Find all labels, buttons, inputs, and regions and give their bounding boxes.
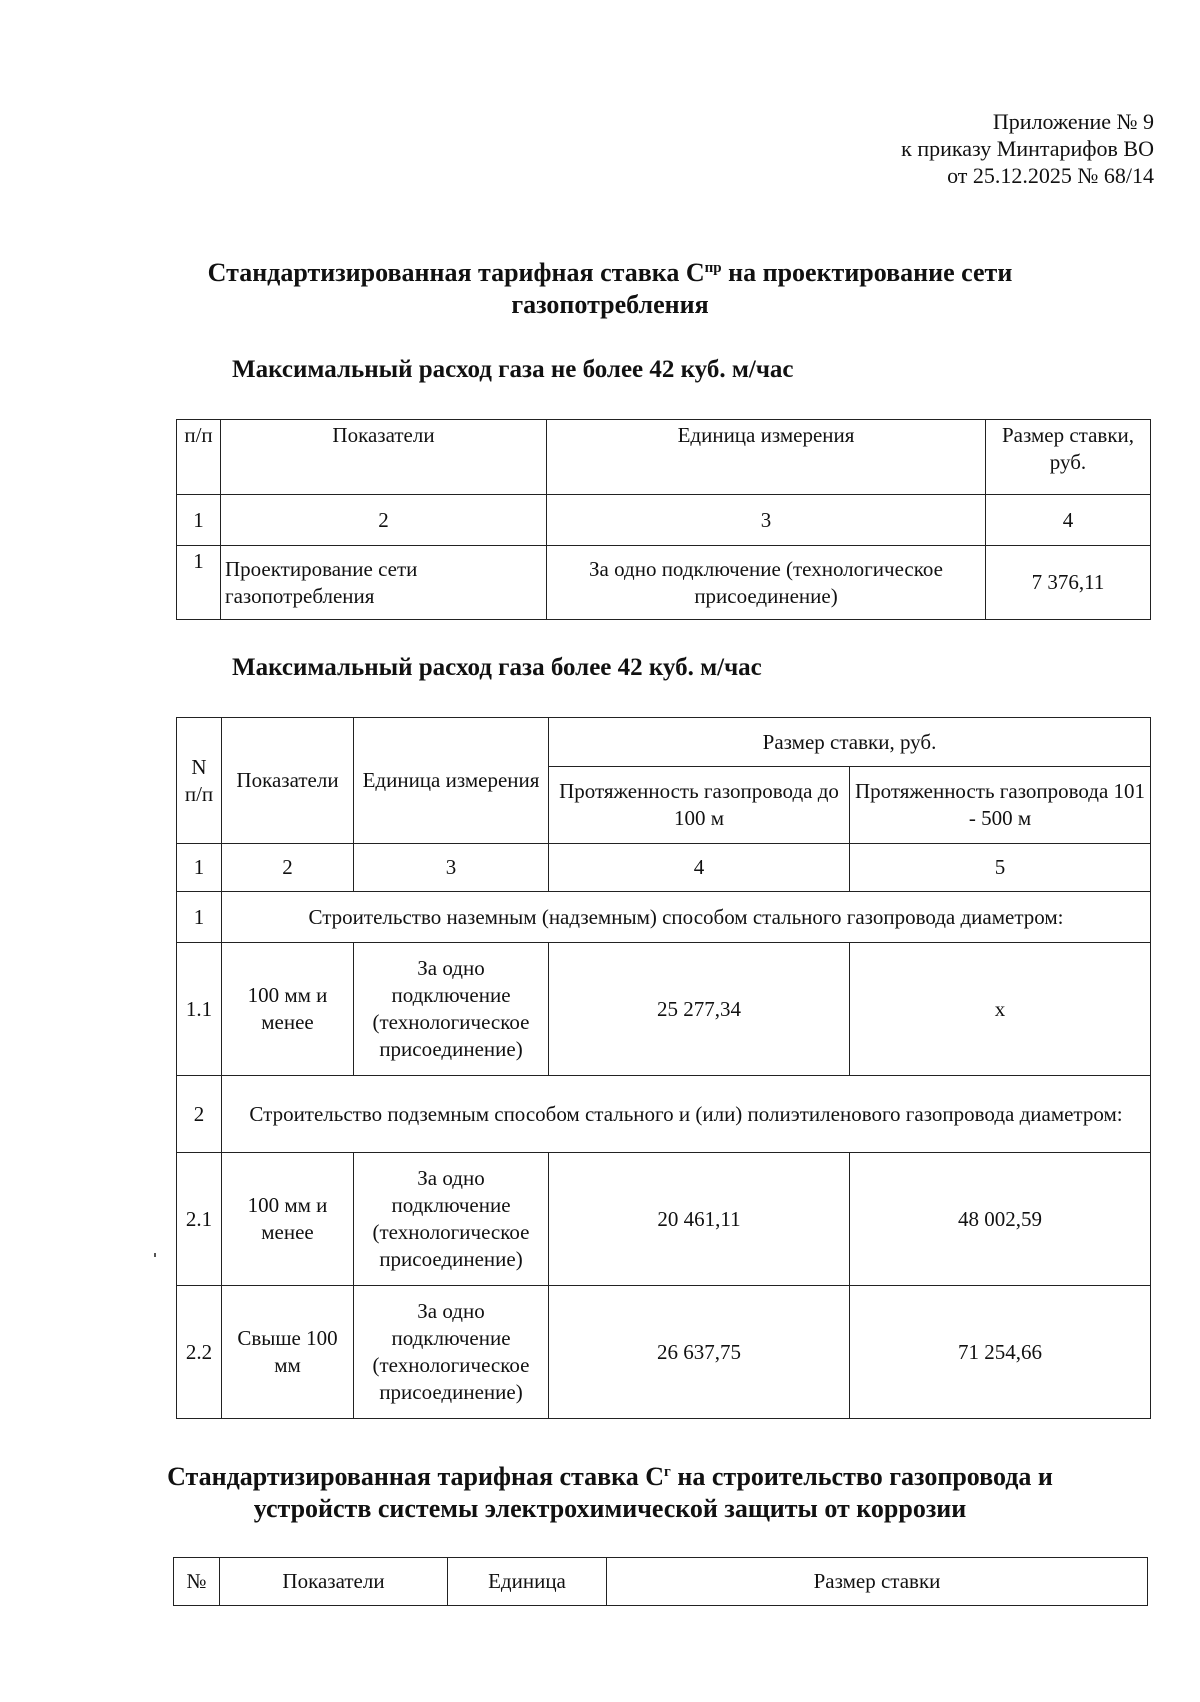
title-design-rate-text-a: Стандартизированная тарифная ставка С <box>207 258 705 287</box>
scan-speck <box>154 1253 156 1257</box>
th-rate: Размер ставки <box>607 1558 1148 1606</box>
group-title: Строительство наземным (надземным) способом стального газопровода диаметром: <box>222 892 1151 943</box>
th-indicator: Показатели <box>220 1558 448 1606</box>
col-number: 2 <box>221 495 547 546</box>
th-rate-group: Размер ставки, руб. <box>549 718 1151 767</box>
table-construction-header-row-1 <box>177 718 1151 767</box>
th-unit: Единица <box>448 1558 607 1606</box>
table-row <box>177 1153 1151 1286</box>
row-value-101-500: х <box>850 943 1151 1076</box>
col-number: 1 <box>177 844 222 892</box>
appendix-line-2: к приказу Минтарифов ВО <box>901 136 1154 161</box>
title-construction-rate <box>150 1461 1070 1525</box>
row-unit: За одно подключение (технологическое присоединение) <box>354 943 549 1076</box>
col-number: 5 <box>850 844 1151 892</box>
row-num: 2.2 <box>177 1286 222 1419</box>
group-row <box>177 892 1151 943</box>
title-construction-rate-text-b: на строительство газопровода и устройств системы электрохимической защиты от коррозии <box>253 1462 1053 1523</box>
row-value-101-500: 71 254,66 <box>850 1286 1151 1419</box>
col-number: 3 <box>354 844 549 892</box>
row-value-100: 25 277,34 <box>549 943 850 1076</box>
section1-heading: Максимальный расход газа не более 42 куб. м/час <box>232 356 794 383</box>
title-design-rate-sup: пр <box>704 260 722 276</box>
col-number: 3 <box>547 495 986 546</box>
row-value-100: 26 637,75 <box>549 1286 850 1419</box>
table-design-number-row <box>177 495 1151 546</box>
row-value-101-500: 48 002,59 <box>850 1153 1151 1286</box>
th-length-100: Протяженность газопровода до 100 м <box>549 767 850 844</box>
row-unit: За одно подключение (технологическое присоединение) <box>354 1153 549 1286</box>
th-num: N п/п <box>177 718 222 844</box>
th-length-101-500: Протяженность газопровода 101 - 500 м <box>850 767 1151 844</box>
col-number: 2 <box>222 844 354 892</box>
group-title: Строительство подземным способом стального и (или) полиэтиленового газопровода диаметром: <box>222 1076 1151 1153</box>
table-construction <box>176 717 1151 1419</box>
table-row <box>177 546 1151 620</box>
table-row <box>177 943 1151 1076</box>
table-gas-pipeline-header-row <box>174 1558 1148 1606</box>
col-number: 4 <box>549 844 850 892</box>
row-indicator: Проектирование сети газопотребления <box>221 546 547 620</box>
row-indicator: 100 мм и менее <box>222 943 354 1076</box>
row-indicator: 100 мм и менее <box>222 1153 354 1286</box>
row-unit: За одно подключение (технологическое присоединение) <box>547 546 986 620</box>
th-indicator: Показатели <box>222 718 354 844</box>
col-number: 1 <box>177 495 221 546</box>
th-rate: Размер ставки, руб. <box>986 420 1151 495</box>
th-num: п/п <box>177 420 221 495</box>
title-design-rate <box>150 257 1070 321</box>
title-construction-rate-sup: г <box>664 1464 671 1480</box>
th-indicator: Показатели <box>221 420 547 495</box>
table-construction-number-row <box>177 844 1151 892</box>
th-unit: Единица измерения <box>354 718 549 844</box>
appendix-header <box>901 108 1154 189</box>
appendix-line-3: от 25.12.2025 № 68/14 <box>947 163 1154 188</box>
appendix-line-1: Приложение № 9 <box>992 109 1154 134</box>
table-design-header-row <box>177 420 1151 495</box>
section2-heading: Максимальный расход газа более 42 куб. м/час <box>232 654 762 681</box>
row-num: 1.1 <box>177 943 222 1076</box>
title-construction-rate-text-a: Стандартизированная тарифная ставка С <box>167 1462 665 1491</box>
row-unit: За одно подключение (технологическое присоединение) <box>354 1286 549 1419</box>
th-unit: Единица измерения <box>547 420 986 495</box>
row-value-100: 20 461,11 <box>549 1153 850 1286</box>
th-num: № <box>174 1558 220 1606</box>
group-row <box>177 1076 1151 1153</box>
table-design <box>176 419 1151 620</box>
group-num: 2 <box>177 1076 222 1153</box>
row-num: 2.1 <box>177 1153 222 1286</box>
title-design-rate-text-b: на проектирование сети газопотребления <box>511 258 1013 319</box>
row-num: 1 <box>177 546 221 620</box>
group-num: 1 <box>177 892 222 943</box>
row-indicator: Свыше 100 мм <box>222 1286 354 1419</box>
table-gas-pipeline <box>173 1557 1148 1606</box>
col-number: 4 <box>986 495 1151 546</box>
row-value: 7 376,11 <box>986 546 1151 620</box>
table-row <box>177 1286 1151 1419</box>
